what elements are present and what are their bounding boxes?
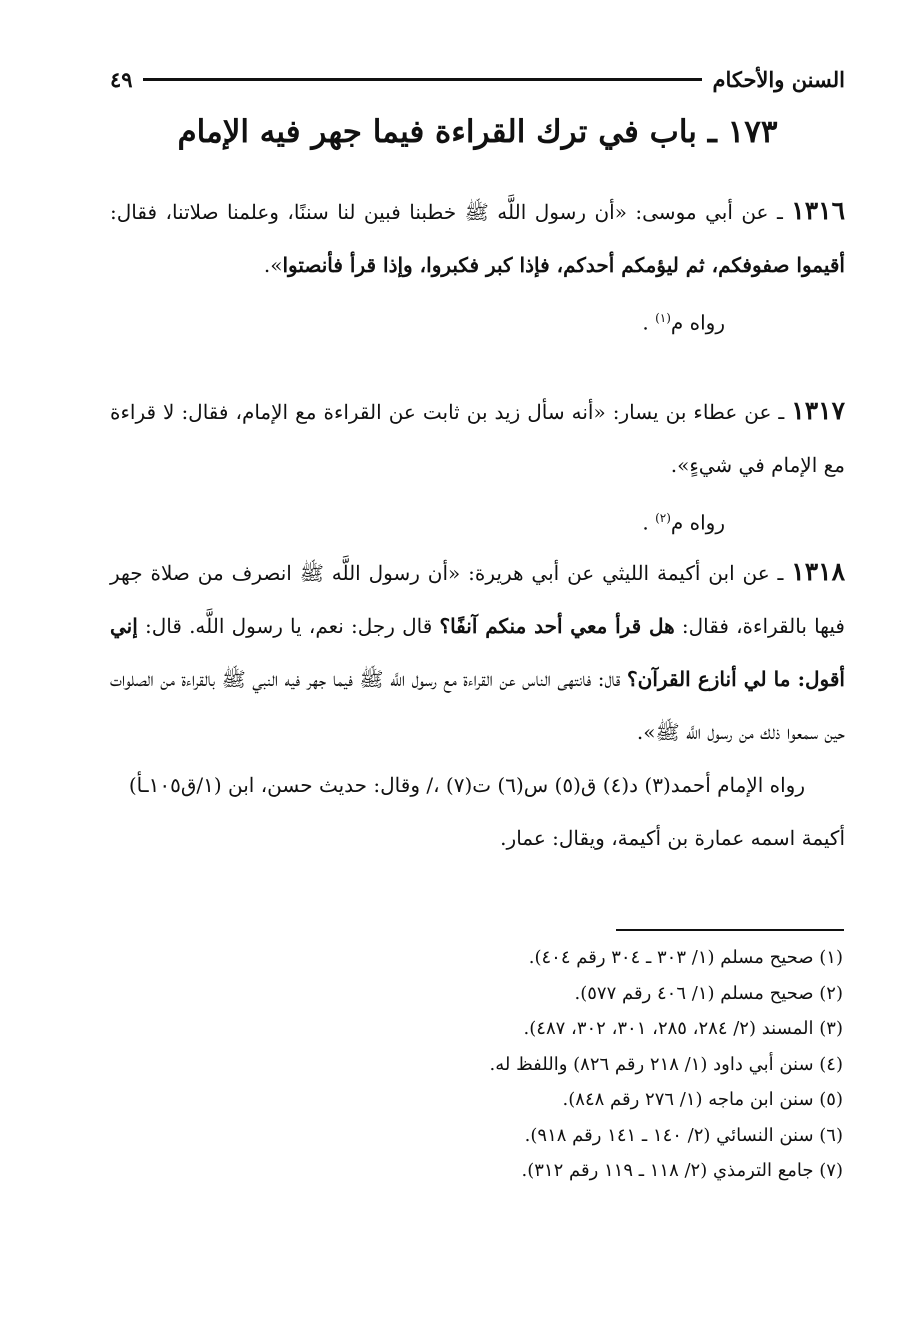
footnote-item: (٦) سنن النسائي (٢/ ١٤٠ ـ ١٤١ رقم ٩١٨). [524, 1124, 843, 1146]
footnotes [110, 940, 843, 1189]
rawah-end: . [642, 510, 656, 535]
narration-source: رواه الإمام أحمد(٣) د(٤) ق(٥) س(٦) ت(٧) ،/ وقال: حديث حسن، ابن (١/ق١٠٥ـأ) [128, 773, 805, 797]
page-number: ٤٩ [110, 66, 133, 92]
running-title: السنن والأحكام [712, 66, 845, 92]
narration-source [110, 292, 845, 350]
header-rule [143, 78, 703, 81]
footnote-item: (٢) صحيح مسلم (١/ ٤٠٦ رقم ٥٧٧). [574, 982, 843, 1004]
hadith-1318 [110, 545, 845, 865]
hadith-text: ـ عن أبي موسى: «أن رسول اللَّه ﷺ خطبنا فبين لنا سننًا، وعلمنا صلاتنا، فقال: [110, 200, 792, 224]
footnote-item: (٥) سنن ابن ماجه (١/ ٢٧٦ رقم ٨٤٨). [562, 1089, 843, 1110]
narration-note: أكيمة اسمه عمارة بن أكيمة، ويقال: عمار. [500, 826, 845, 850]
footnote-ref: (٢) [655, 511, 671, 525]
narration-source [110, 492, 845, 550]
page-header [110, 62, 845, 96]
hadith-speech: إني أقول: ما لي أنازع القرآن؟ [110, 614, 845, 691]
footnote-separator [616, 929, 844, 931]
hadith-1317 [110, 384, 845, 550]
hadith-text: قال رجل: نعم، يا رسول اللَّه. قال: [137, 614, 440, 638]
hadith-text: ـ عن ابن أكيمة الليثي عن أبي هريرة: «أن رسول اللَّه ﷺ انصرف من صلاة جهر فيها بالقراءة، فقال: [110, 561, 845, 638]
hadith-text: قال: فانتهى الناس عن القراءة مع رسول اللَّه ﷺ فيما جهر فيه النبي ﷺ بالقراءة من الصلوات حين سمعوا ذلك من رسول اللَّه ﷺ». [110, 667, 845, 744]
footnote-item: (٣) المسند (٢/ ٢٨٤، ٢٨٥، ٣٠١، ٣٠٢، ٤٨٧). [523, 1018, 843, 1039]
hadith-speech: أقيموا صفوفكم، ثم ليؤمكم أحدكم، فإذا كبر فكبروا، وإذا قرأ فأنصتوا [282, 253, 845, 277]
hadith-number: ١٣١٦ [791, 196, 845, 225]
hadith-number: ١٣١٨ [791, 557, 845, 586]
chapter-title: ١٧٣ ـ باب في ترك القراءة فيما جهر فيه الإمام [177, 114, 778, 150]
footnote-item: (١) صحيح مسلم (١/ ٣٠٣ ـ ٣٠٤ رقم ٤٠٤). [528, 947, 843, 968]
footnote-item: (٧) جامع الترمذي (٢/ ١١٨ ـ ١١٩ رقم ٣١٢). [521, 1160, 843, 1181]
footnote-item: (٤) سنن أبي داود (١/ ٢١٨ رقم ٨٢٦) واللفظ له. [489, 1053, 843, 1075]
hadith-text: ـ عن عطاء بن يسار: «أنه سأل زيد بن ثابت عن القراءة مع الإمام، فقال: لا قراءة مع الإمام في شيءٍ». [110, 400, 845, 477]
rawah-text: رواه م [670, 310, 725, 335]
rawah-text: رواه م [670, 510, 725, 535]
hadith-1316 [110, 184, 845, 350]
rawah-end: . [642, 310, 656, 335]
hadith-speech: هل قرأ معي أحد منكم آنفًا؟ [439, 614, 675, 638]
hadith-text-end: ». [263, 253, 283, 277]
hadith-number: ١٣١٧ [791, 396, 845, 425]
footnote-ref: (١) [655, 311, 671, 325]
